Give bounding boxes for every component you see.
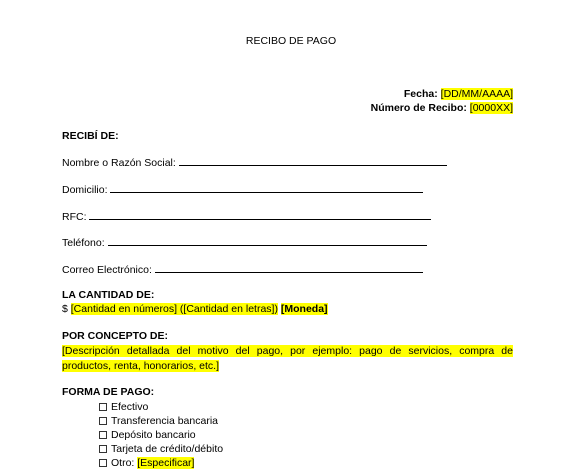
receipt-number-row xyxy=(371,102,513,114)
payment-option-label: Depósito bancario xyxy=(111,429,196,441)
payment-option-card[interactable] xyxy=(99,443,223,455)
payment-method-heading: FORMA DE PAGO: xyxy=(62,386,155,398)
payment-option-cash[interactable] xyxy=(99,401,148,413)
payment-option-label: Otro: xyxy=(111,457,135,469)
rfc-field-label: RFC: xyxy=(62,211,87,223)
payment-option-label: Transferencia bancaria xyxy=(111,415,218,427)
address-field-line[interactable] xyxy=(110,183,423,193)
concept-heading: POR CONCEPTO DE: xyxy=(62,330,168,342)
amount-heading: LA CANTIDAD DE: xyxy=(62,289,155,301)
received-from-heading: RECIBÍ DE: xyxy=(62,130,119,142)
other-specify-value[interactable]: [Especificar] xyxy=(137,457,195,469)
phone-field-row xyxy=(62,236,427,249)
currency-value[interactable]: [Moneda] xyxy=(280,303,328,315)
rfc-field-line[interactable] xyxy=(89,210,431,220)
name-field-label: Nombre o Razón Social: xyxy=(62,157,176,169)
date-row xyxy=(404,88,513,100)
email-field-label: Correo Electrónico: xyxy=(62,264,152,276)
payment-option-other[interactable] xyxy=(99,457,194,469)
concept-text-block xyxy=(62,344,513,374)
email-field-row xyxy=(62,263,423,276)
checkbox-icon[interactable] xyxy=(99,417,107,425)
rfc-field-row xyxy=(62,210,431,223)
currency-symbol: $ xyxy=(62,303,68,315)
checkbox-icon[interactable] xyxy=(99,431,107,439)
receipt-number-value[interactable]: [0000XX] xyxy=(469,102,513,114)
payment-option-transfer[interactable] xyxy=(99,415,218,427)
payment-option-label: Efectivo xyxy=(111,401,149,413)
phone-field-line[interactable] xyxy=(108,236,427,246)
payment-option-deposit[interactable] xyxy=(99,429,196,441)
address-field-row xyxy=(62,183,423,196)
amount-value[interactable]: [Cantidad en números] ([Cantidad en letras]) xyxy=(70,303,278,315)
email-field-line[interactable] xyxy=(155,263,423,273)
checkbox-icon[interactable] xyxy=(99,445,107,453)
payment-option-label: Tarjeta de crédito/débito xyxy=(111,443,224,455)
checkbox-icon[interactable] xyxy=(99,459,107,467)
date-value[interactable]: [DD/MM/AAAA] xyxy=(440,88,513,100)
concept-text[interactable]: [Descripción detallada del motivo del pago, por ejemplo: pago de servicios, compra de productos, renta, honorarios, etc.] xyxy=(62,345,513,372)
address-field-label: Domicilio: xyxy=(62,184,108,196)
checkbox-icon[interactable] xyxy=(99,403,107,411)
document-title: RECIBO DE PAGO xyxy=(245,35,337,47)
name-field-row xyxy=(62,156,447,169)
receipt-number-label: Número de Recibo: xyxy=(370,102,467,114)
phone-field-label: Teléfono: xyxy=(62,237,105,249)
date-label: Fecha: xyxy=(403,88,438,100)
name-field-line[interactable] xyxy=(179,156,447,166)
amount-row xyxy=(62,303,328,315)
